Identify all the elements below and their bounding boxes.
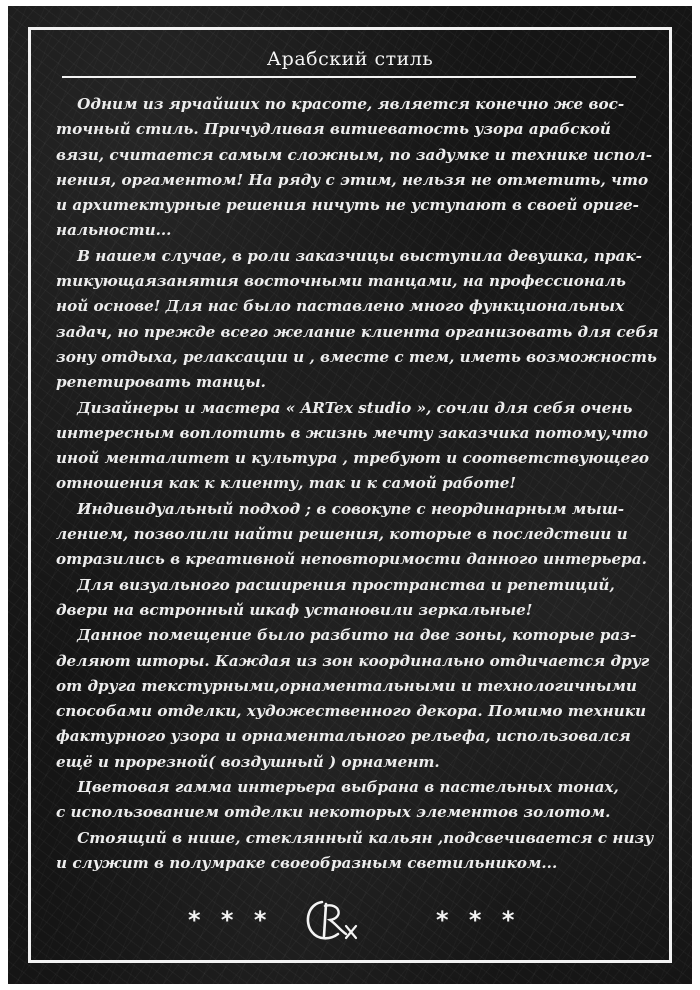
text-line: интересным воплотить в жизнь мечту заказчика потому,что	[56, 423, 649, 442]
text-line: точный стиль. Причудливая витиеватость узора арабской	[56, 120, 611, 139]
artex-monogram-icon	[300, 896, 362, 944]
text-line: тикующаязанятия восточными танцами, на профессиональ	[56, 272, 626, 291]
text-line: ной основе! Для нас было паставлено много функциональных	[56, 297, 625, 316]
text-line: репетировать танцы.	[56, 373, 266, 392]
text-line: Дизайнеры и мастера « ARTex studio », сочли для себя очень	[56, 398, 633, 417]
text-line: Индивидуальный подход ; в совокупе с неординарным мыш-	[56, 499, 625, 518]
footer	[0, 896, 700, 946]
text-line: Стоящий в нише, стеклянный кальян ,подсвечивается с низу	[56, 828, 654, 847]
text-line: иной менталитет и культура , требуют и соответствующего	[56, 449, 649, 468]
text-line: ещё и прорезной( воздушный ) орнамент.	[56, 752, 440, 771]
text-line: зону отдыха, релаксации и , вместе с тем, иметь возможность	[56, 347, 657, 366]
text-line: В нашем случае, в роли заказчицы выступила девушка, прак-	[56, 246, 642, 265]
text-line: двери на встронный шкаф установили зеркальные!	[56, 600, 533, 619]
text-line: лением, позволили найти решения, которые в последствии и	[56, 525, 628, 544]
text-line: нения, оргаментом! На ряду с этим, нельзя не отметить, что	[56, 170, 649, 189]
text-line: Одним из ярчайших по красоте, является конечно же вос-	[56, 95, 625, 113]
text-line: и служит в полумраке своеобразным светильником...	[56, 853, 558, 872]
title-underline	[62, 76, 636, 78]
text-line: отношения как к клиенту, так и к самой работе!	[56, 474, 517, 493]
text-line: задач, но прежде всего желание клиента организовать для себя	[56, 322, 659, 341]
text-line: от друга текстурными,орнаментальными и технологичными	[56, 676, 637, 695]
text-line: Для визуального расширения пространства и репетиций,	[56, 575, 615, 594]
right-ornament: * * *	[436, 906, 521, 934]
text-line: отразились в креативной неповторимости данного интерьера.	[56, 550, 647, 569]
text-line: Данное помещение было разбито на две зоны, которые раз-	[56, 626, 637, 645]
text-line: способами отделки, художественного декора. Помимо техники	[56, 702, 647, 721]
document-title: Арабский стиль	[266, 48, 434, 70]
text-line: с использованием отделки некоторых элементов золотом.	[56, 803, 611, 822]
text-line: Цветовая гамма интерьера выбрана в пастельных тонах,	[56, 778, 619, 797]
text-line: фактурного узора и орнаментального рельефа, использовался	[56, 727, 631, 746]
body-text	[56, 92, 659, 876]
text-line: деляют шторы. Каждая из зон координально отдичается друг	[56, 651, 650, 670]
text-line: и архитектурные решения ничуть не уступают в своей ориге-	[56, 196, 639, 215]
text-line: нальности...	[56, 221, 172, 240]
left-ornament: * * *	[188, 906, 273, 934]
text-line: вязи, считается самым сложным, по задумке и технике испол-	[56, 145, 652, 164]
